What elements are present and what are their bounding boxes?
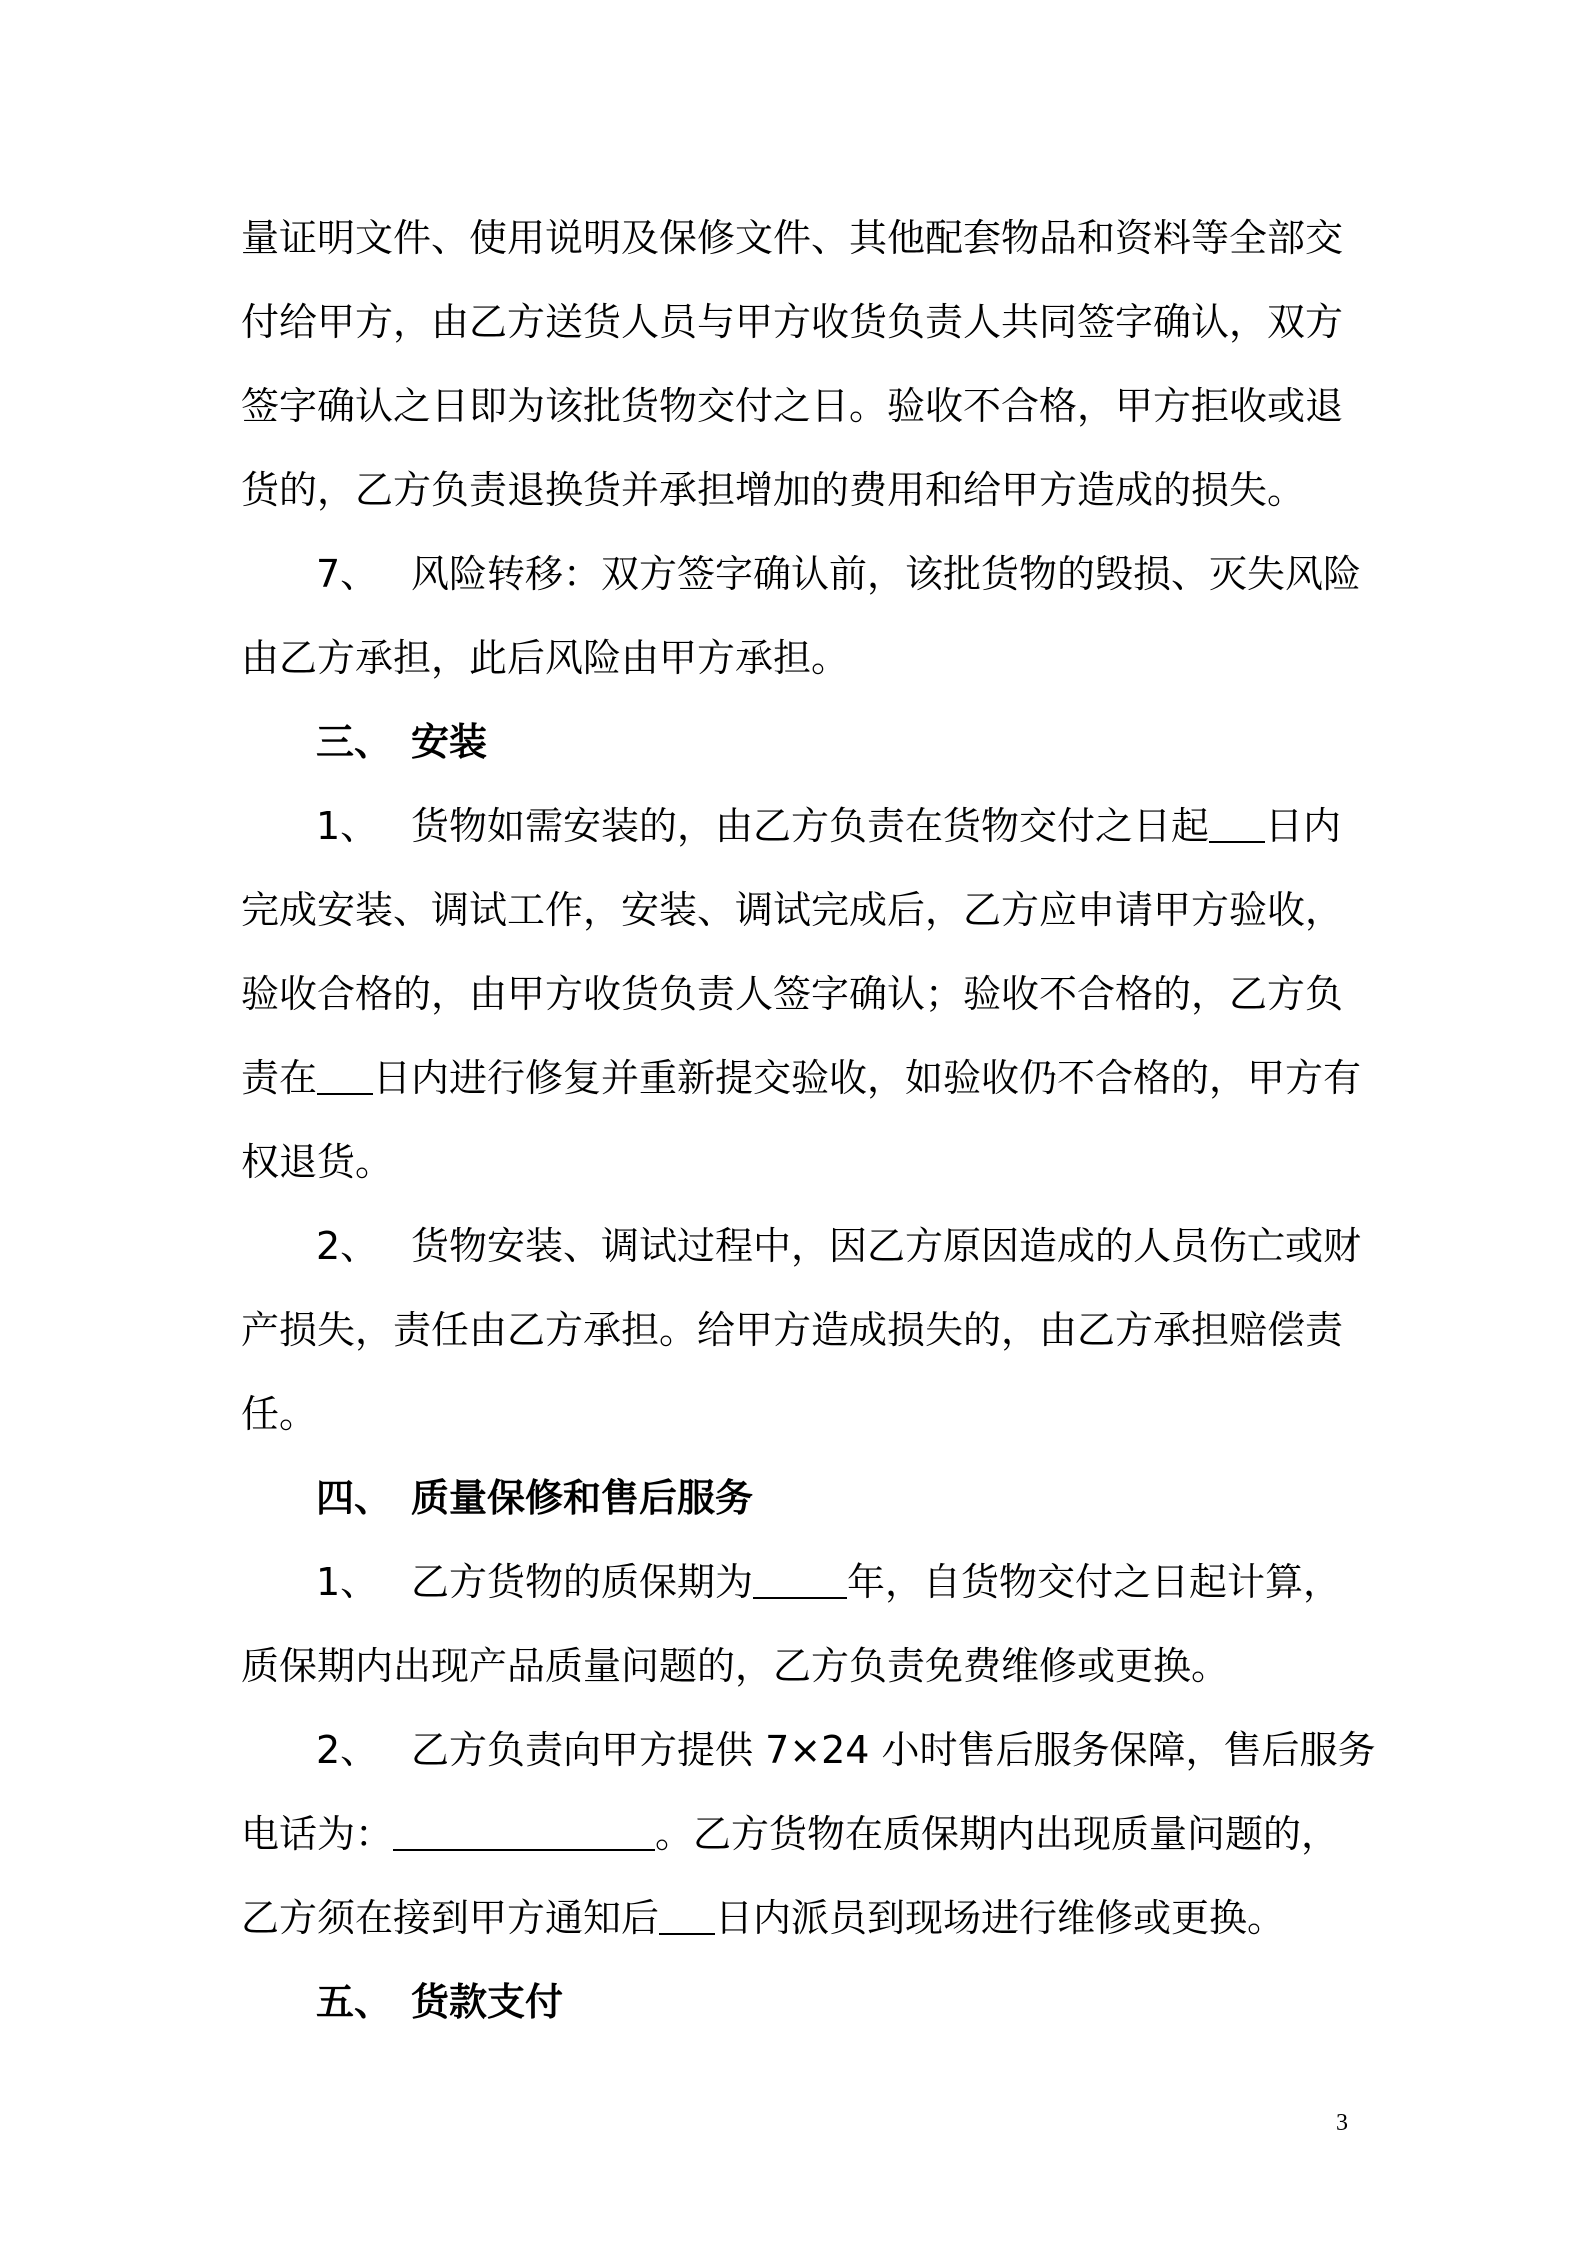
warranty-item-2-line-2 xyxy=(241,1792,1346,1876)
installation-item-2-line-3: 任。 xyxy=(241,1392,318,1436)
paragraph-line: 量证明文件、使用说明及保修文件、其他配套物品和资料等全部交 xyxy=(241,216,1344,260)
paragraph-line: 付给甲方，由乙方送货人员与甲方收货负责人共同签字确认，双方 xyxy=(241,300,1344,344)
section-number: 三、 xyxy=(316,720,393,764)
clause-number: 7、 xyxy=(316,552,379,596)
item-number: 2、 xyxy=(316,1728,379,1772)
paragraph-line: 签字确认之日即为该批货物交付之日。验收不合格，甲方拒收或退 xyxy=(241,384,1344,428)
fill-in-blank xyxy=(1209,803,1265,843)
item-text: 责在 xyxy=(241,1056,318,1100)
document-body xyxy=(241,196,1376,2044)
installation-item-2-line-1 xyxy=(241,1204,1362,1288)
item-number: 1、 xyxy=(316,804,379,848)
item-text: 货物安装、调试过程中，因乙方原因造成的人员伤亡或财 xyxy=(411,1224,1362,1268)
section-number: 四、 xyxy=(316,1476,393,1520)
fill-in-blank xyxy=(317,1055,373,1095)
clause-text: 风险转移：双方签字确认前，该批货物的毁损、灭失风险 xyxy=(411,552,1362,596)
section-title: 货款支付 xyxy=(411,1980,564,2024)
item-text: 日内 xyxy=(1265,804,1342,848)
installation-item-1-line-4 xyxy=(241,1036,1362,1120)
warranty-item-1-line-2: 质保期内出现产品质量问题的，乙方负责免费维修或更换。 xyxy=(241,1644,1230,1688)
page-number: 3 xyxy=(1336,2110,1348,2136)
section-title: 安装 xyxy=(411,720,488,764)
fill-in-blank xyxy=(659,1895,715,1935)
section-heading-warranty xyxy=(241,1456,1346,1540)
clause-7-line-2: 由乙方承担，此后风险由甲方承担。 xyxy=(241,636,850,680)
item-text: 货物如需安装的，由乙方负责在货物交付之日起 xyxy=(411,804,1210,848)
installation-item-2-line-2: 产损失，责任由乙方承担。给甲方造成损失的，由乙方承担赔偿责 xyxy=(241,1308,1344,1352)
installation-item-1-line-1 xyxy=(241,784,1346,868)
warranty-item-1-line-1 xyxy=(241,1540,1346,1624)
section-number: 五、 xyxy=(316,1980,393,2024)
item-text: 。乙方货物在质保期内出现质量问题的， xyxy=(655,1812,1340,1856)
warranty-item-2-line-3 xyxy=(241,1876,1346,1960)
item-text: 电话为： xyxy=(241,1812,394,1856)
section-heading-installation xyxy=(241,700,1346,784)
item-number: 2、 xyxy=(316,1224,379,1268)
item-text: 乙方须在接到甲方通知后 xyxy=(241,1896,660,1940)
installation-item-1-line-2: 完成安装、调试工作，安装、调试完成后，乙方应申请甲方验收， xyxy=(241,888,1344,932)
item-number: 1、 xyxy=(316,1560,379,1604)
installation-item-1-line-5: 权退货。 xyxy=(241,1140,394,1184)
item-text: 乙方负责向甲方提供 7×24 小时售后服务保障，售后服务 xyxy=(411,1728,1376,1772)
clause-7-line-1 xyxy=(241,532,1362,616)
installation-item-1-line-3: 验收合格的，由甲方收货负责人签字确认；验收不合格的，乙方负 xyxy=(241,972,1344,1016)
section-title: 质量保修和售后服务 xyxy=(411,1476,754,1520)
paragraph-line: 货的，乙方负责退换货并承担增加的费用和给甲方造成的损失。 xyxy=(241,468,1306,512)
section-heading-payment xyxy=(241,1960,1346,2044)
item-text: 日内派员到现场进行维修或更换。 xyxy=(715,1896,1286,1940)
item-text: 年，自货物交付之日起计算， xyxy=(847,1560,1342,1604)
warranty-item-2-line-1 xyxy=(241,1708,1376,1792)
fill-in-blank xyxy=(753,1559,847,1599)
item-text: 日内进行修复并重新提交验收，如验收仍不合格的，甲方有 xyxy=(373,1056,1362,1100)
fill-in-blank xyxy=(393,1811,655,1851)
item-text: 乙方货物的质保期为 xyxy=(411,1560,754,1604)
